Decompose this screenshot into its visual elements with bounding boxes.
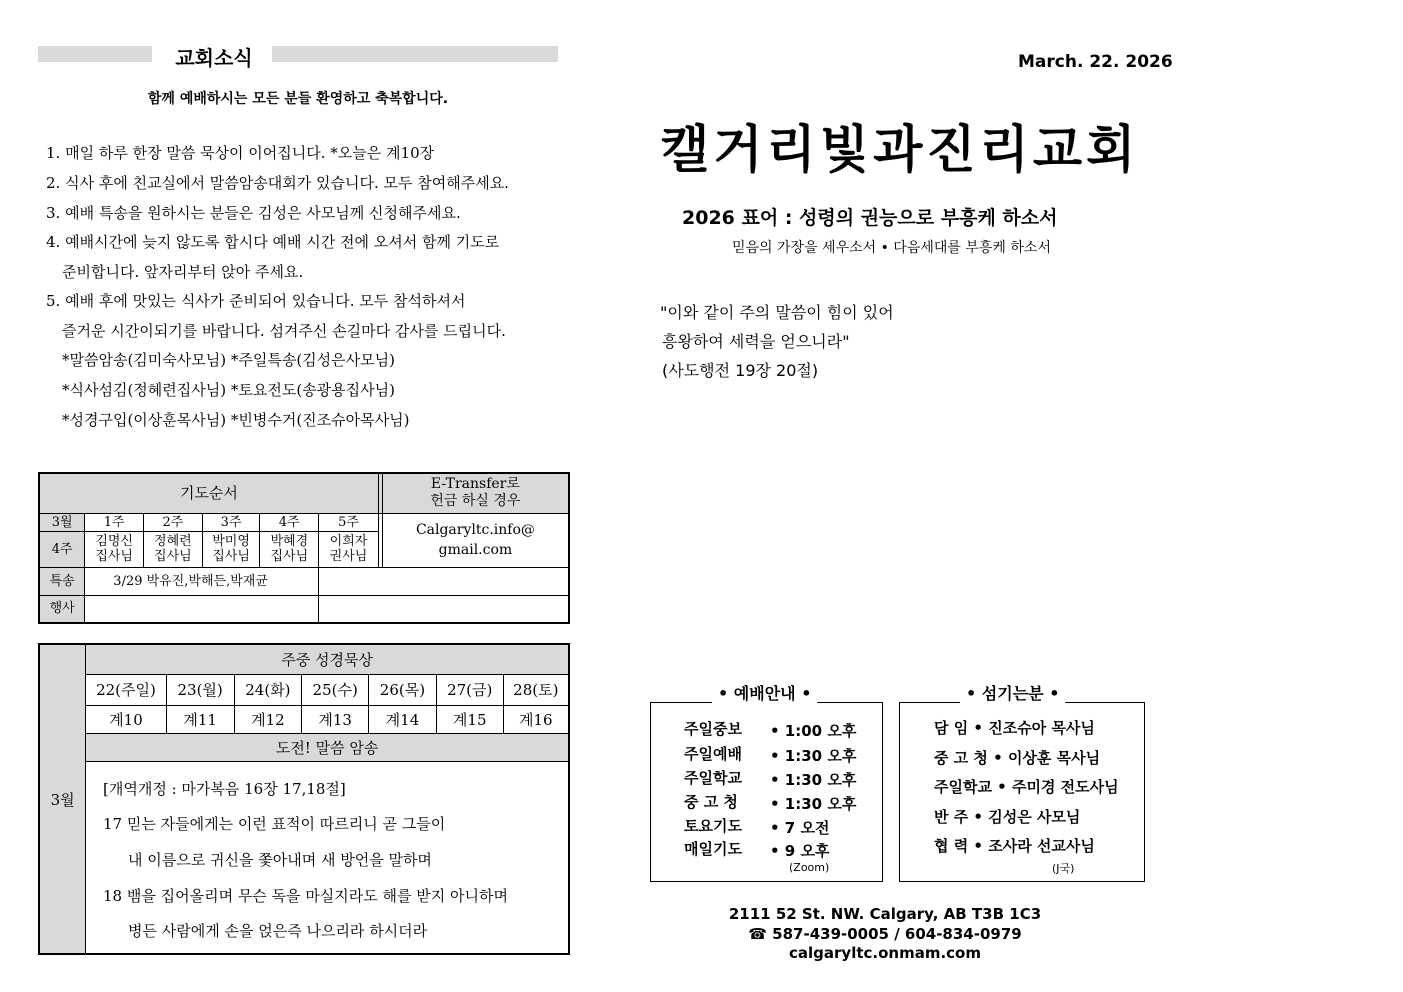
service-name: 중 고 청 [684,793,738,811]
service-time: • 9 오후 [770,842,830,860]
day-cell: 27(금) [436,674,503,705]
annual-motto: 2026 표어 : 성령의 권능으로 부흥케 하소서 [682,207,1058,229]
chapter-cell: 계11 [166,705,234,733]
chapter-cell: 계13 [302,705,369,733]
chapter-cell: 계14 [369,705,437,733]
service-name: 주일중보 [684,720,742,738]
prayer-table [38,472,570,624]
servant-item: 반 주 • 김성은 사모님 [934,808,1081,826]
prayer-person: 정혜련 집사님 [144,531,203,567]
prayer-week-label: 4주 [39,531,85,567]
week-header: 1주 [85,513,144,531]
week-header: 4주 [260,513,319,531]
service-time: • 1:30 오후 [770,747,857,765]
church-name: 캘거리빛과진리교회 [660,121,1140,180]
header-bar-right [272,46,558,62]
news-item: *말씀암송(김미숙사모님) *주일특송(김성은사모님) [62,351,395,369]
verse-line: 18 뱀을 집어올리며 무슨 독을 마실지라도 해를 받지 아니하며 [103,887,508,905]
day-cell: 24(화) [234,674,302,705]
etransfer-header: E-Transfer로 헌금 하실 경우 [382,473,569,513]
day-cell: 23(월) [166,674,234,705]
news-item: 3. 예배 특송을 원하시는 분들은 김성은 사모님께 신청해주세요. [46,204,461,222]
verse-reference: [개역개정 : 마가복음 16장 17,18절] [103,780,346,798]
week-header: 2주 [144,513,203,531]
service-time: • 1:00 오후 [770,722,857,740]
etransfer-email: Calgaryltc.info@ gmail.com [382,513,569,567]
servant-item: 협 력 • 조사라 선교사님 [934,837,1095,855]
chapter-cell: 계15 [436,705,503,733]
service-time: • 1:30 오후 [770,795,857,813]
meditation-header: 주중 성경묵상 [86,644,569,674]
news-item: 즐거운 시간이되기를 바랍니다. 섬겨주신 손길마다 감사를 드립니다. [62,322,506,340]
prayer-person: 김명신 집사님 [85,531,144,567]
prayer-month: 3월 [39,513,85,531]
news-item: *성경구입(이상훈목사님) *빈병수거(진조슈아목사님) [62,411,410,429]
event-label: 행사 [39,595,85,623]
servant-item: 주일학교 • 주미경 전도사님 [934,778,1119,796]
motto-subtitle: 믿음의 가장을 세우소서 • 다음세대를 부흥케 하소서 [732,240,1051,256]
servant-item: 담 임 • 진조슈아 목사님 [934,719,1095,737]
special-label: 특송 [39,567,85,595]
day-cell: 22(주일) [86,674,167,705]
church-address: 2111 52 St. NW. Calgary, AB T3B 1C3 [728,905,1042,923]
church-website: calgaryltc.onmam.com [789,944,981,962]
service-name: 매일기도 [684,840,742,858]
day-cell: 28(토) [503,674,569,705]
memory-header: 도전! 말씀 암송 [86,733,569,761]
prayer-person: 박혜경 집사님 [260,531,319,567]
prayer-header: 기도순서 [39,473,378,513]
news-item: 1. 매일 하루 한장 말씀 묵상이 이어집니다. *오늘은 계10장 [46,144,435,162]
news-title: 교회소식 [175,46,253,70]
prayer-person: 이희자 권사님 [319,531,379,567]
day-cell: 26(목) [369,674,437,705]
meditation-table [38,643,570,955]
day-cell: 25(수) [302,674,369,705]
service-name: 주일예배 [684,745,742,763]
prayer-person: 박미영 집사님 [202,531,260,567]
chapter-cell: 계10 [86,705,167,733]
servants-title: • 섬기는분 • [960,681,1065,704]
header-bar-left [38,46,152,62]
news-item: 준비합니다. 앞자리부터 앉아 주세요. [62,263,304,281]
chapter-cell: 계12 [234,705,302,733]
service-time: • 1:30 오후 [770,771,857,789]
service-time: • 7 오전 [770,819,830,837]
verse-line: 내 이름으로 귀신을 쫓아내며 새 방언을 말하며 [128,851,432,869]
chapter-cell: 계16 [503,705,569,733]
special-value: 3/29 박유진,박해든,박재균 [85,567,319,595]
service-name: 주일학교 [684,769,742,787]
news-item: 4. 예배시간에 늦지 않도록 합시다 예배 시간 전에 오셔서 함께 기도로 [46,233,500,251]
news-item: 2. 식사 후에 친교실에서 말씀암송대회가 있습니다. 모두 참여해주세요. [46,174,509,192]
church-phone: ☎ 587-439-0005 / 604-834-0979 [748,925,1022,943]
week-header: 3주 [202,513,260,531]
verse-line: 병든 사람에게 손을 얹은즉 나으리라 하시더라 [128,922,428,940]
meditation-month: 3월 [39,644,86,954]
servant-note: (J국) [1052,862,1075,875]
verse-line: 17 믿는 자들에게는 이런 표적이 따르리니 곧 그들이 [103,815,446,833]
week-header: 5주 [319,513,379,531]
worship-info-title: • 예배안내 • [712,681,817,704]
service-name: 토요기도 [684,817,742,835]
news-item: *식사섬김(정혜련집사님) *토요전도(송광용집사님) [62,381,395,399]
news-item: 5. 예배 후에 맛있는 식사가 준비되어 있습니다. 모두 참석하셔서 [46,292,466,310]
welcome-message: 함께 예배하시는 모든 분들 환영하고 축복합니다. [147,91,449,107]
zoom-note: (Zoom) [789,861,830,874]
bulletin-date: March. 22. 2026 [1018,52,1173,72]
servant-item: 중 고 청 • 이상훈 목사님 [934,749,1101,767]
